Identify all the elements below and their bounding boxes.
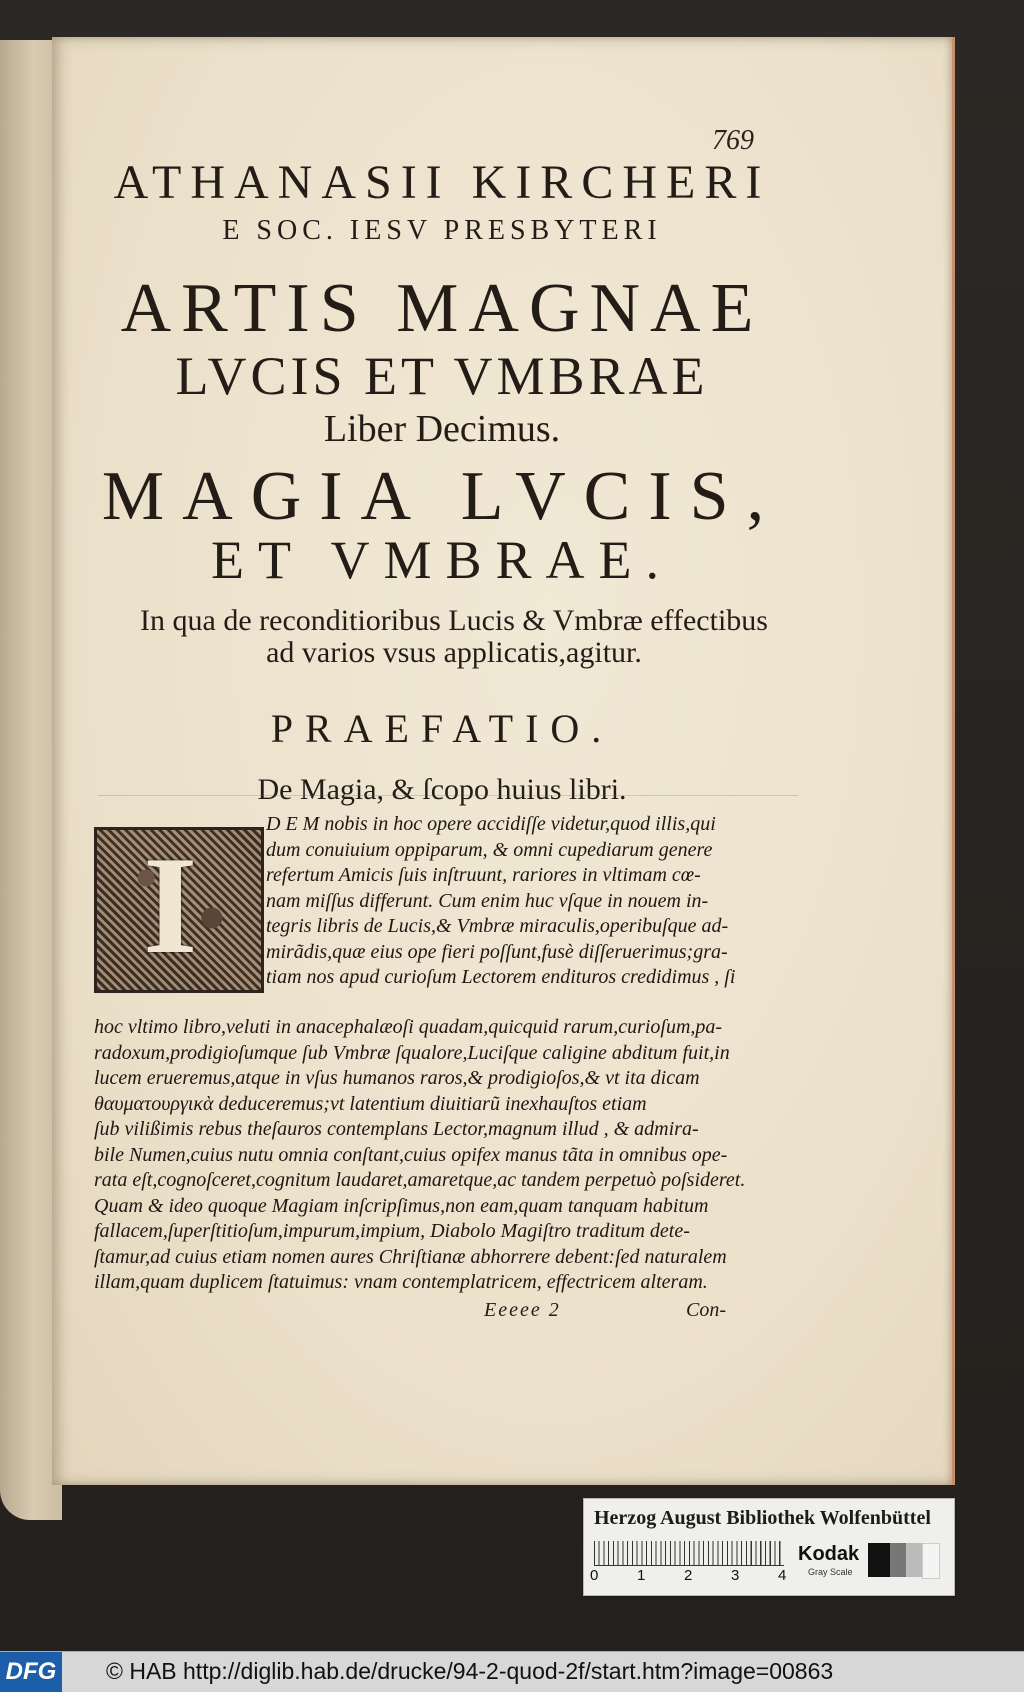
- text-line: dum conuiuium oppiparum, & omni cupediarum genere: [266, 838, 713, 861]
- text-line: hoc vltimo libro,veluti in anacephalæoſi quadam,quicquid rarum,curioſum,pa-: [94, 1016, 723, 1038]
- title-magia-sub: ET VMBRAE.: [210, 530, 674, 590]
- title-work: ARTIS MAGNAE: [120, 270, 764, 347]
- subtitle-line: In qua de reconditioribus Lucis & Vmbræ effectibus: [140, 604, 768, 637]
- gray-patch: [906, 1543, 922, 1577]
- gray-scale-label: Gray Scale: [808, 1567, 853, 1577]
- text-line: Quam & ideo quoque Magiam inſcripſimus,non eam,quam tanquam habitum: [94, 1194, 709, 1217]
- title-work-sub: LVCIS ET VMBRAE: [175, 346, 709, 406]
- text-line: fallacem,ſuperſtitioſum,impurum,impium, Diabolo Magiſtro traditum dete-: [94, 1220, 690, 1242]
- divider: [98, 795, 798, 796]
- scale-numbers: [590, 1567, 790, 1587]
- text-line: illam,quam duplicem ſtatuimus: vnam contemplatricem, effectricem alteram.: [94, 1271, 708, 1293]
- text-line: radoxum,prodigioſumque ſub Vmbræ ſqualore,Luciſque caligine abditum fuit,in: [94, 1041, 730, 1064]
- kodak-logo: Kodak: [798, 1543, 860, 1565]
- body-text-wrapped: [266, 812, 735, 991]
- scale-number: 0: [590, 1567, 599, 1584]
- gray-patch: [890, 1543, 906, 1577]
- decorated-initial: [94, 827, 264, 993]
- title-magia: MAGIA LVCIS,: [101, 458, 783, 535]
- catchword: Con-: [686, 1299, 726, 1321]
- scale-number: 1: [637, 1567, 646, 1584]
- subtitle-line: ad varios vsus applicatis,agitur.: [266, 636, 642, 669]
- copyright-url[interactable]: © HAB http://diglib.hab.de/drucke/94-2-quod-2f/start.htm?image=00863: [106, 1658, 834, 1684]
- section-subheading: De Magia, & ſcopo huius libri.: [257, 773, 627, 806]
- viewer-footer: [0, 1651, 1024, 1692]
- scale-number: 3: [731, 1567, 740, 1584]
- book-page: [52, 37, 955, 1485]
- gray-patch: [922, 1543, 940, 1579]
- text-line: nam miſſus differunt. Cum enim huc vſque in nouem in-: [266, 889, 709, 912]
- title-author: ATHANASII KIRCHERI: [113, 156, 771, 209]
- body-text: [94, 1015, 745, 1296]
- text-line: ſub vilißimis rebus theſauros contemplans Lector,magnum illud , & admira-: [94, 1118, 699, 1140]
- text-line: tegris libris de Lucis,& Vmbræ miraculis,operibuſque ad-: [266, 915, 729, 937]
- text-line: rata eſt,cognoſceret,cognitum laudaret,amaretque,ac tandem perpetuò poſsideret.: [94, 1169, 746, 1191]
- text-line: lucem erueremus,atque in vſus humanos raros,& prodigioſos,& vt ita dicam: [94, 1067, 700, 1089]
- initial-letter: I: [143, 828, 198, 983]
- text-line: ſtamur,ad cuius etiam nomen aures Chriſtianæ abhorrere debent:ſed naturalem: [94, 1245, 727, 1268]
- text-line: refertum Amicis ſuis inſtruunt, rariores in vltimam cœ-: [266, 864, 701, 886]
- gray-patch: [868, 1543, 890, 1577]
- text-line: mirãdis,quæ eius ope fieri poſſunt,fusè diſſeruerimus;gra-: [266, 940, 728, 963]
- title-book: Liber Decimus.: [323, 408, 561, 450]
- dfg-logo[interactable]: DFG: [0, 1652, 62, 1692]
- scale-ruler: [594, 1541, 784, 1566]
- section-heading: PRAEFATIO.: [270, 706, 614, 751]
- color-calibration-card: [583, 1498, 955, 1596]
- text-line: bile Numen,cuius nutu omnia conſtant,cuius opifex manus tãta in omnibus ope-: [94, 1143, 728, 1166]
- scale-number: 4: [778, 1567, 787, 1584]
- page-number: 769: [712, 125, 754, 156]
- text-line: θαυματουργικὰ deduceremus;vt latentium diuitiarũ inexhauſtos etiam: [94, 1092, 647, 1115]
- text-line: tiam nos apud curioſum Lectorem endituros credidimus , ſi: [266, 966, 736, 988]
- title-order: E SOC. IESV PRESBYTERI: [222, 215, 662, 246]
- library-name: Herzog August Bibliothek Wolfenbüttel: [594, 1507, 931, 1529]
- text-line: D E M nobis in hoc opere accidiſſe videtur,quod illis,qui: [266, 813, 716, 835]
- signature-mark: Eeeee 2: [484, 1299, 561, 1321]
- scale-number: 2: [684, 1567, 693, 1584]
